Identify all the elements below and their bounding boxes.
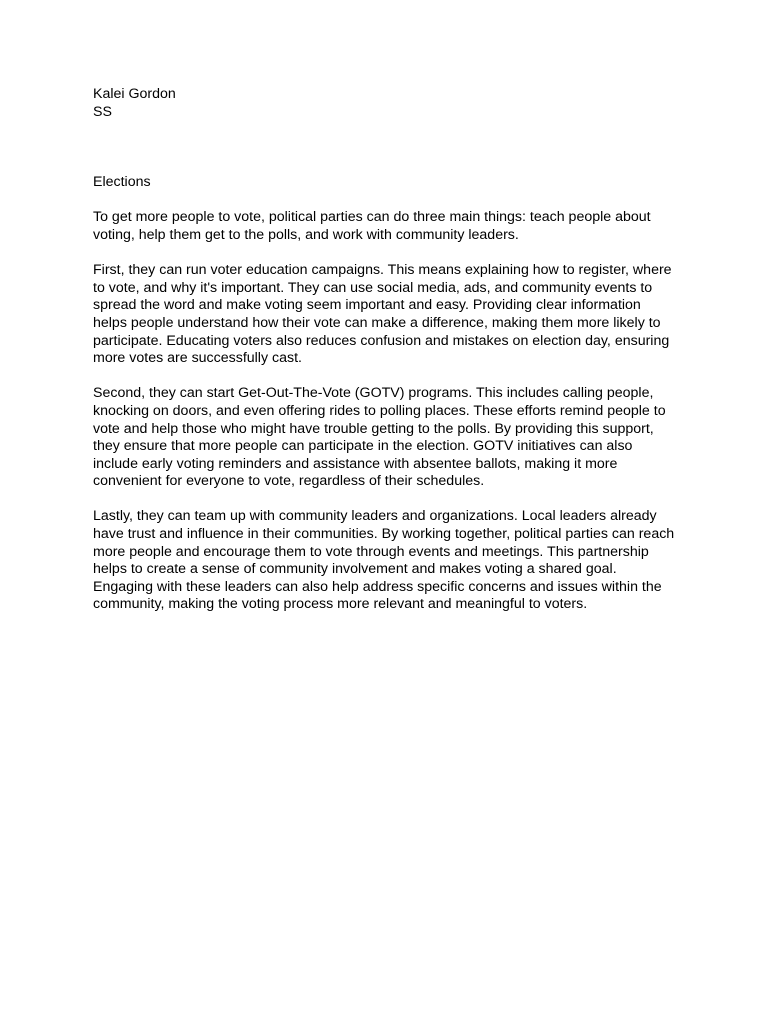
paragraph-line: have trust and influence in their communities. By working together, political parties can reach [93, 526, 675, 543]
author-name: Kalei Gordon [93, 86, 176, 102]
paragraph-line: to vote, and why it's important. They can use social media, ads, and community events to [93, 279, 653, 296]
paragraph-line: more votes are successfully cast. [93, 350, 302, 367]
document-body [93, 86, 683, 614]
paragraph-line: community, making the voting process more relevant and meaningful to voters. [93, 596, 588, 613]
paragraph-line: First, they can run voter education campaigns. This means explaining how to register, where [93, 262, 672, 279]
paragraph-line: convenient for everyone to vote, regardless of their schedules. [93, 473, 485, 490]
document-title: Elections [93, 174, 151, 191]
paragraph-line: more people and encourage them to vote through events and meetings. This partnership [93, 543, 649, 560]
document-header [93, 86, 683, 121]
paragraph-line: voting, help them get to the polls, and work with community leaders. [93, 226, 519, 243]
paragraph-intro [93, 209, 683, 244]
paragraph-voter-education [93, 262, 683, 368]
paragraph-line: spread the word and make voting seem important and easy. Providing clear information [93, 297, 641, 314]
paragraph-line: include early voting reminders and assistance with absentee ballots, making it more [93, 455, 618, 472]
subject-label: SS [93, 103, 112, 120]
paragraph-line: Lastly, they can team up with community leaders and organizations. Local leaders already [93, 508, 657, 525]
paragraph-line: Second, they can start Get-Out-The-Vote (GOTV) programs. This includes calling people, [93, 385, 654, 402]
paragraph-community-leaders [93, 508, 683, 614]
paragraph-line: Engaging with these leaders can also help address specific concerns and issues within the [93, 578, 662, 595]
paragraph-line: knocking on doors, and even offering rides to polling places. These efforts remind people to [93, 402, 666, 419]
paragraph-line: helps people understand how their vote can make a difference, making them more likely to [93, 314, 661, 331]
paragraph-line: helps to create a sense of community involvement and makes voting a shared goal. [93, 561, 617, 578]
paragraph-gotv [93, 385, 683, 491]
paragraph-line: participate. Educating voters also reduces confusion and mistakes on election day, ensuring [93, 332, 670, 349]
paragraph-line: vote and help those who might have trouble getting to the polls. By providing this support, [93, 420, 654, 437]
paragraph-line: they ensure that more people can participate in the election. GOTV initiatives can also [93, 438, 633, 455]
paragraph-line: To get more people to vote, political parties can do three main things: teach people about [93, 209, 651, 226]
